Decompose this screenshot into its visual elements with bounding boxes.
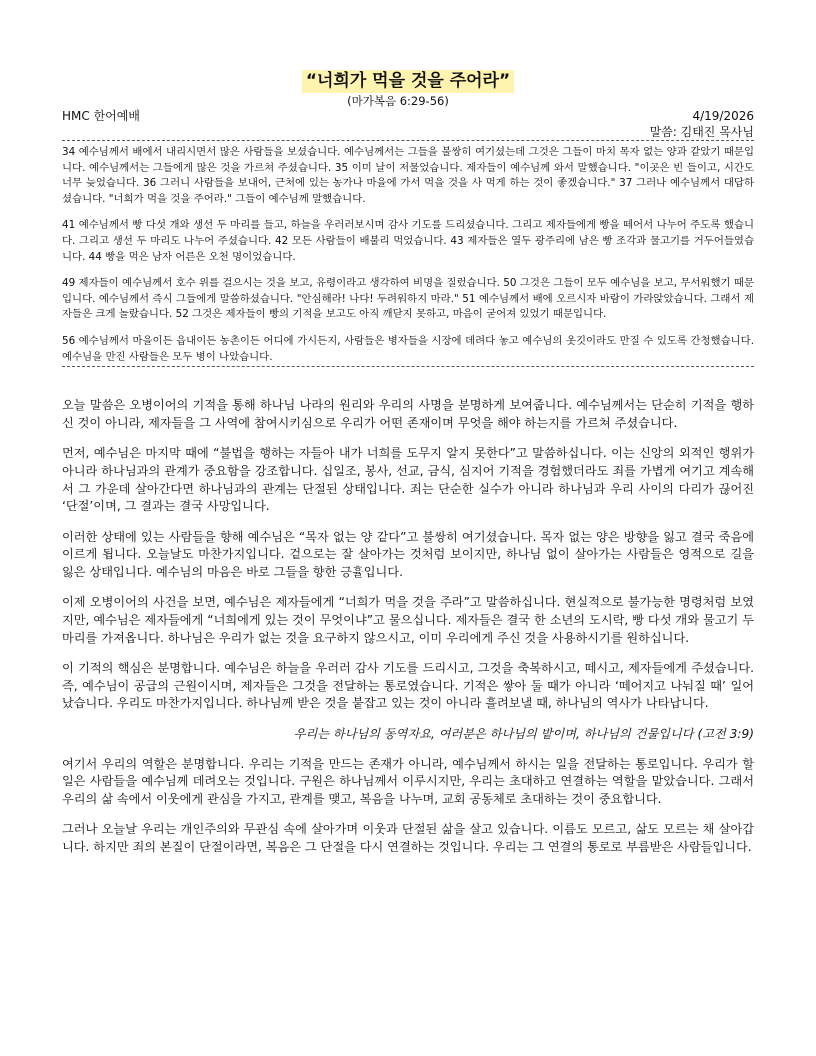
divider-bottom — [62, 366, 754, 367]
scripture-paragraph: 56 예수님께서 마을이든 읍내이든 농촌이든 어디에 가시든지, 사람들은 병자들을 시장에 데려다 놓고 예수님의 옷깃이라도 만질 수 있도록 간청했습니다. 예수님을 만진 사람들은 모두 병이 나았습니다. — [62, 334, 754, 363]
scripture-passage — [62, 141, 754, 365]
sermon-body — [62, 397, 754, 856]
scripture-paragraph: 41 예수님께서 빵 다섯 개와 생선 두 마리를 들고, 하늘을 우러러보시며 감사 기도를 드리셨습니다. 그리고 제자들에게 빵을 떼어서 나누어 주도록 했습니다. 그리고 생선 두 마리도 나누어 주셨습니다. 42 모든 사람들이 배불리 먹었습니다. 43 제자들은 열두 광주리에 남은 빵 조각과 물고기를 거두어들였습니다. 44 빵을 먹은 남자 어른은 오천 명이었습니다. — [62, 219, 754, 263]
preacher: 말씀: 김태진 목사님 — [649, 125, 754, 139]
bible-quote: 우리는 하나님의 동역자요, 여러분은 하나님의 밭이며, 하나님의 건물입니다 (고전 3:9) — [293, 727, 754, 742]
scripture-paragraph: 49 제자들이 예수님께서 호수 위를 걸으시는 것을 보고, 유령이라고 생각하여 비명을 질렀습니다. 50 그것은 그들이 모두 예수님을 보고, 무서워했기 때문입니다. 예수님께서 즉시 그들에게 말씀하셨습니다. "안심해라! 나다! 두려워하지 마라." 51 예수님께서 배에 오르시자 바람이 가라앉았습니다. 그래서 제자들은 크게 놀랐습니다. 52 그것은 제자들이 빵의 기적을 보고도 아직 깨닫지 못하고, 마음이 굳어져 있었기 때문입니다. — [62, 277, 754, 321]
sermon-title: “너희가 먹을 것을 주어라” — [302, 70, 514, 93]
date: 4/19/2026 — [692, 109, 754, 123]
document-page — [62, 70, 754, 870]
scripture-paragraph: 34 예수님께서 배에서 내리시면서 많은 사람들을 보셨습니다. 예수님께서는 그들을 불쌍히 여기셨는데 그것은 그들이 마치 목자 없는 양과 같았기 때문입니다. 예수님께서는 그들에게 많은 것을 가르쳐 주셨습니다. 35 이미 날이 저물었습니다. 제자들이 예수님께 와서 말했습니다. "이곳은 빈 들이고, 시간도 너무 늦었습니다. 36 그러니 사람들을 보내어, 근처에 있는 농가나 마을에 가서 먹을 것을 사 먹게 하는 것이 좋겠습니다." 37 그러나 예수님께서 대답하셨습니다. "너희가 먹을 것을 주어라." 그들이 예수님께 말했습니다. — [62, 146, 754, 205]
sermon-paragraph: 이 기적의 핵심은 분명합니다. 예수님은 하늘을 우러러 감사 기도를 드리시고, 그것을 축복하시고, 떼시고, 제자들에게 주셨습니다. 즉, 예수님이 공급의 근원이시며, 제자들은 그것을 전달하는 통로였습니다. 기적은 쌓아 둘 때가 아니라 ‘떼어지고 나눠질 때’ 일어났습니다. 우리도 마찬가지입니다. 하나님께 받은 것을 붙잡고 있는 것이 아니라 흘려보낼 때, 하나님의 역사가 나타납니다. — [62, 661, 754, 711]
scripture-reference: (마가복음 6:29-56) — [347, 94, 449, 108]
sermon-paragraph: 먼저, 예수님은 마지막 때에 “불법을 행하는 자들아 내가 너희를 도무지 알지 못한다”고 말씀하십니다. 이는 신앙의 외적인 행위가 아니라 하나님과의 관계가 중요함을 강조합니다. 십일조, 봉사, 선교, 금식, 심지어 기적을 경험했더라도 죄를 가볍게 여기고 계속해서 그 가운데 살아간다면 하나님과의 관계는 단절된 상태입니다. 죄는 단순한 실수가 아니라 하나님과 우리 사이의 다리가 끊어진 ‘단절’이며, 그 결과는 결국 사망입니다. — [62, 446, 754, 514]
header-meta — [62, 106, 754, 140]
church-name: HMC 한어예배 — [62, 109, 140, 123]
sermon-paragraph: 여기서 우리의 역할은 분명합니다. 우리는 기적을 만드는 존재가 아니라, 예수님께서 하시는 일을 전달하는 통로입니다. 우리가 할 일은 사람들을 예수님께 데려오는 것입니다. 구원은 하나님께서 이루시지만, 우리는 초대하고 연결하는 역할을 맡았습니다. 그래서 우리의 삶 속에서 이웃에게 관심을 가지고, 관계를 맺고, 복음을 나누며, 교회 공동체로 초대하는 것이 중요합니다. — [62, 756, 754, 806]
sermon-paragraph: 오늘 말씀은 오병이어의 기적을 통해 하나님 나라의 원리와 우리의 사명을 분명하게 보여줍니다. 예수님께서는 단순히 기적을 행하신 것이 아니라, 제자들을 그 사역에 참여시키심으로 우리가 어떤 존재이며 무엇을 해야 하는지를 가르쳐 주셨습니다. — [62, 398, 754, 430]
sermon-paragraph: 그러나 오늘날 우리는 개인주의와 무관심 속에 살아가며 이웃과 단절된 삶을 살고 있습니다. 이름도 모르고, 삶도 모르는 채 살아갑니다. 하지만 죄의 본질이 단절이라면, 복음은 그 단절을 다시 연결하는 것입니다. 우리는 그 연결의 통로로 부름받은 사람들입니다. — [62, 822, 754, 854]
sermon-paragraph: 이제 오병이어의 사건을 보면, 예수님은 제자들에게 “너희가 먹을 것을 주라”고 말씀하십니다. 현실적으로 불가능한 명령처럼 보였지만, 예수님은 제자들에게 “너희에게 있는 것이 무엇이냐”고 물으십니다. 제자들은 결국 한 소년의 도시락, 빵 다섯 개와 물고기 두 마리를 가져옵니다. 하나님은 우리가 없는 것을 요구하지 않으시고, 이미 우리에게 주신 것을 사용하시기를 원하십니다. — [62, 595, 754, 645]
title-block — [62, 70, 754, 93]
sermon-paragraph: 이러한 상태에 있는 사람들을 향해 예수님은 “목자 없는 양 같다”고 불쌍히 여기셨습니다. 목자 없는 양은 방향을 잃고 결국 죽음에 이르게 됩니다. 오늘날도 마찬가지입니다. 겉으로는 잘 살아가는 것처럼 보이지만, 하나님 없이 살아가는 사람들은 영적으로 길을 잃은 상태입니다. 예수님의 마음은 바로 그들을 향한 긍휼입니다. — [62, 529, 754, 579]
